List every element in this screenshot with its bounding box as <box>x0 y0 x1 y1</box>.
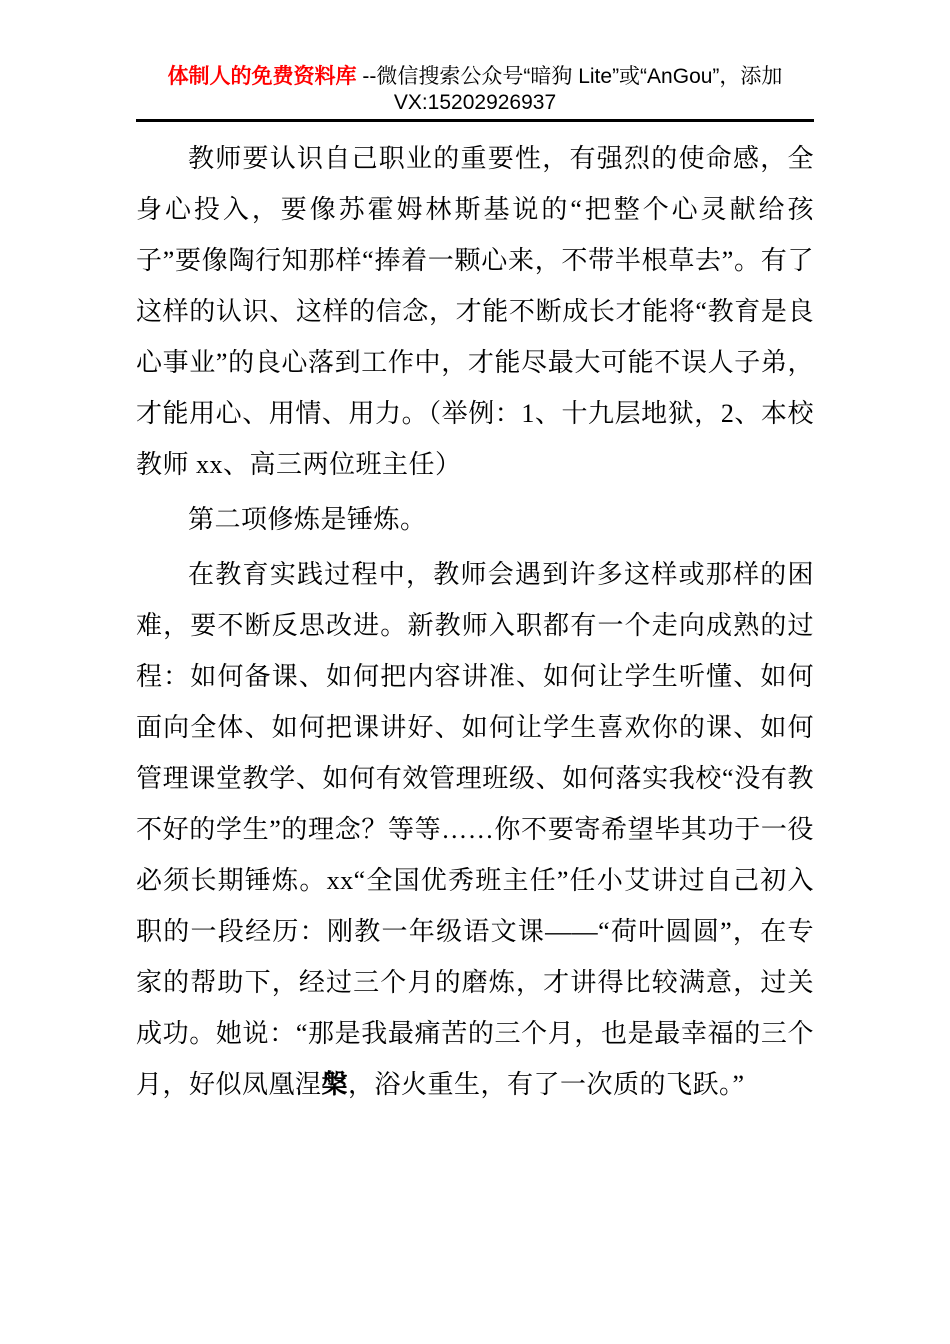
brand-text: 体制人的免费资料库 <box>167 65 357 88</box>
bold-text-run: 槃 <box>321 1070 349 1099</box>
paragraph <box>136 549 814 1110</box>
document-body <box>136 133 814 1110</box>
promo-header-line1 <box>136 64 814 90</box>
text-run: ，浴火重生，有了一次质的飞跃。” <box>348 1070 745 1099</box>
subscribe-note: --微信搜索公众号“暗狗 Lite”或“AnGou”，添加 <box>356 65 783 88</box>
paragraph <box>136 494 814 545</box>
promo-header <box>136 0 814 119</box>
text-run: 教师要认识自己职业的重要性，有强烈的使命感，全身心投入，要像苏霍姆林斯基说的“把整个心灵献给孩子”要像陶行知那样“捧着一颗心来，不带半根草去”。有了这样的认识、这样的信念，才能不断成长才能将“教育是良心事业”的良心落到工作中，才能尽最大可能不误人子弟，才能用心、用情、用力。（举例：1、十九层地狱，2、本校教师 xx、高三两位班主任） <box>136 144 814 479</box>
paragraph <box>136 133 814 490</box>
text-run: 在教育实践过程中，教师会遇到许多这样或那样的困难，要不断反思改进。新教师入职都有一个走向成熟的过程：如何备课、如何把内容讲准、如何让学生听懂、如何面向全体、如何把课讲好、如何让学生喜欢你的课、如何管理课堂教学、如何有效管理班级、如何落实我校“没有教不好的学生”的理念？等等……你不要寄希望毕其功于一役必须长期锤炼。xx“全国优秀班主任”任小艾讲过自己初入职的一段经历：刚教一年级语文课——“荷叶圆圆”，在专家的帮助下，经过三个月的磨炼，才讲得比较满意，过关成功。她说：“那是我最痛苦的三个月，也是最幸福的三个月，好似凤凰涅 <box>136 560 814 1099</box>
wechat-id: VX:15202926937 <box>393 91 557 114</box>
header-divider <box>136 119 814 122</box>
text-run: 第二项修炼是锤炼。 <box>188 505 427 534</box>
